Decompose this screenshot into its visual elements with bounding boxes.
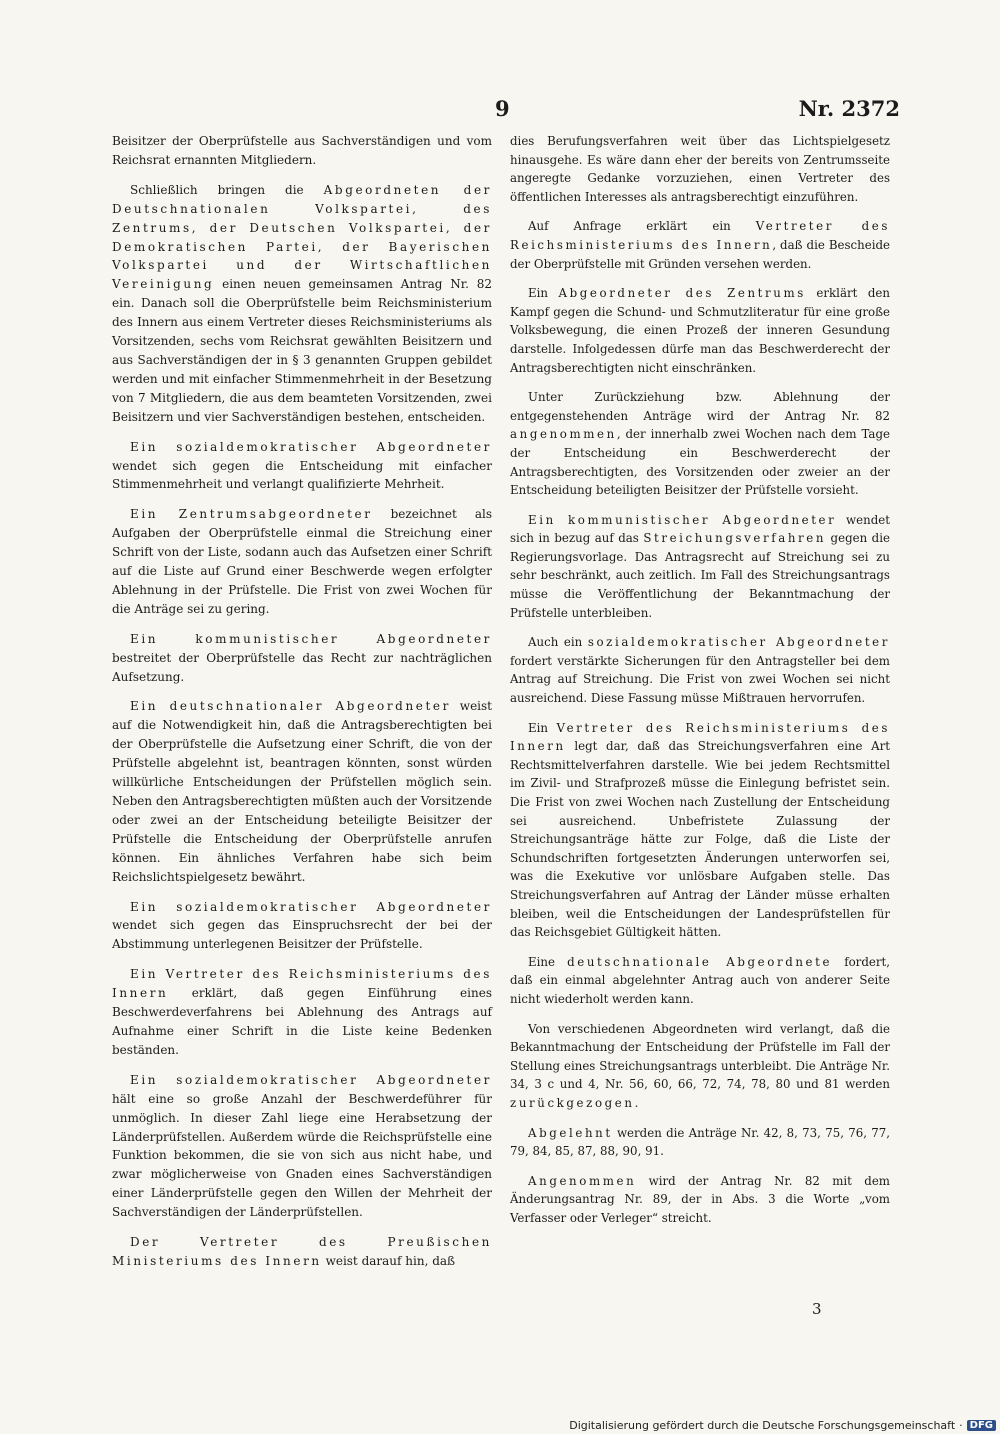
spaced-emphasis: Ein kommunistischer Abgeordneter [130, 631, 492, 646]
spaced-emphasis: Vertreter des Reichsministeriums des Innern [510, 720, 891, 754]
spaced-emphasis: Der Vertreter des Preußischen Ministeriums des Innern [112, 1235, 492, 1268]
paragraph [112, 697, 492, 886]
text-run: bezeichnet als Aufgaben der Oberprüfstelle einmal die Streichung einer Schrift von der Liste, sodann auch das Aufsetzen einer Schrift auf die Liste auf Grund einer Beschwerde wegen erfolgter Ablehnung in der Prüfstelle. Die Frist von zwei Wochen für die Anträge sei zu gering. [112, 507, 492, 616]
spaced-emphasis: Angenommen [528, 1173, 637, 1188]
text-run: . [634, 1095, 639, 1110]
footer-separator: · [959, 1419, 963, 1432]
spaced-emphasis: Ein sozialdemokratischer Abgeordneter [130, 439, 492, 454]
text-run: einen neuen gemeinsamen Antrag Nr. 82 ein. Danach soll die Oberprüfstelle beim Reichsministerium des Innern aus einem Vertreter dieses Reichsministeriums als Vorsitzenden, sechs vom Reichsrat gewählten Beisitzern und aus Sachverständigen der in § 3 genannten Gruppen gebildet werden und mit einfacher Stimmenmehrheit in der Besetzung von 7 Mitgliedern, die aus dem beamteten Vorsitzenden, zwei Beisitzern und vier Sachverständigen bestehen, entscheiden. [112, 277, 492, 424]
text-run: legt dar, daß das Streichungsverfahren eine Art Rechtsmittelverfahren darstelle. Wie bei jedem Rechtsmittel im Zivil- und Strafprozeß müsse die Einlegung befristet sein. Die Frist von zwei Wochen nach Zustellung der Entscheidung sei ausreichend. Unbefristete Zulassung der Streichungsanträge hätte zur Folge, daß die Liste der Schundschriften fortgesetzten Änderungen unterworfen sei, was die Exekutive vor unlösbare Aufgaben stelle. Das Streichungsverfahren auf Antrag der Länder müsse erhalten bleiben, weil die Entscheidungen der Landesprüfstellen für das Reichsgebiet Gültigkeit hätten. [510, 739, 890, 940]
paragraph [510, 1172, 890, 1228]
text-run: wendet sich gegen das Einspruchsrecht der bei der Abstimmung unterlegenen Beisitzer der Prüfstelle. [112, 918, 492, 952]
paragraph [112, 965, 492, 1060]
text-run: weist auf die Notwendigkeit hin, daß die Antragsberechtigten bei der Oberprüfstelle die Aufsetzung einer Schrift, die von der Prüfstelle abgelehnt ist, beantragen könnten, sonst würden willkürliche Entscheidungen der Prüfstellen möglich sein. Neben den Antragsberechtigten müßten auch der Vorsitzende oder zwei an der Entscheidung beteiligte Beisitzer der Prüfstelle die Entscheidung der Oberprüfstelle anrufen können. Ein ähnliches Verfahren habe sich beim Reichslichtspielgesetz bewährt. [112, 699, 492, 884]
text-run: Auf Anfrage erklärt ein [528, 219, 756, 234]
printer-signature-mark: 3 [812, 1300, 822, 1318]
paragraph [510, 1020, 890, 1113]
spaced-emphasis: Ein deutschnationaler Abgeordneter [130, 699, 451, 714]
text-run: bestreitet der Oberprüfstelle das Recht zur nachträglichen Aufsetzung. [112, 650, 492, 684]
footer-text: Digitalisierung gefördert durch die Deutsche Forschungsgemeinschaft [569, 1419, 956, 1432]
paragraph [112, 1071, 492, 1222]
spaced-emphasis: angenommen [510, 427, 617, 442]
text-run: fordert, daß ein einmal abgelehnter Antrag auch von anderer Seite nicht wiederholt werden kann. [510, 954, 890, 1006]
text-run: Schließlich bringen die [130, 182, 324, 197]
spaced-emphasis: Ein sozialdemokratischer Abgeordneter [130, 899, 492, 914]
paragraph [510, 1124, 890, 1161]
paragraph [112, 630, 492, 687]
text-run: Unter Zurückziehung bzw. Ablehnung der entgegenstehenden Anträge wird der Antrag Nr. 82 [510, 390, 890, 423]
text-run: werden die Anträge Nr. 42, 8, 73, 75, 76, 77, 79, 84, 85, 87, 88, 90, 91. [510, 1125, 890, 1159]
text-run: weist darauf hin, daß [321, 1253, 456, 1268]
text-run: fordert verstärkte Sicherungen für den Antragsteller bei dem Antrag auf Streichung. Die Frist von zwei Wochen sei nicht ausreichend. Diese Fassung müsse Mißtrauen hervorrufen. [510, 653, 890, 706]
text-run: Ein [528, 720, 557, 735]
paragraph [510, 953, 890, 1009]
paragraph [510, 388, 890, 500]
text-run: wendet sich gegen die Entscheidung mit einfacher Stimmenmehrheit und verlangt qualifizierte Mehrheit. [112, 458, 492, 492]
spaced-emphasis: Ein kommunistischer Abgeordneter [528, 512, 837, 527]
paragraph [112, 132, 492, 170]
paragraph [112, 438, 492, 495]
issue-number: Nr. 2372 [798, 96, 900, 121]
text-run: Beisitzer der Oberprüfstelle aus Sachverständigen und vom Reichsrat ernannten Mitgliedern. [112, 134, 492, 167]
text-run: , der innerhalb zwei Wochen nach dem Tage der Entscheidung ein Beschwerderecht der Antragsberechtigten, des Vorsitzenden oder zweier an der Entscheidung beteiligten Beisitzer der Prüfstelle vorsieht. [510, 427, 890, 498]
spaced-emphasis: Vertreter des Reichsministeriums des Innern [510, 219, 891, 252]
spaced-emphasis: Streichungsverfahren [643, 531, 827, 546]
text-run: Ein [528, 286, 559, 301]
text-run: Von verschiedenen Abgeordneten wird verlangt, daß die Bekanntmachung der Entscheidung der Prüfstelle im Fall der Stellung eines Streichungsantrags unterbleibt. Die Anträge Nr. 34, 3 c und 4, Nr. 56, 60, 66, 72, 74, 78, 80 und 81 werden [510, 1021, 890, 1092]
page-header [110, 96, 900, 126]
page-number: 9 [495, 96, 510, 121]
text-run: Eine [528, 954, 568, 969]
paragraph [510, 511, 890, 623]
spaced-emphasis: Ein Zentrumsabgeordneter [130, 507, 373, 522]
paragraph [112, 898, 492, 955]
spaced-emphasis: Abgeordneten der Deutschnationalen Volkspartei, des Zentrums, der Deutschen Volkspartei, der Demokratischen Partei, der Bayerischen Volkspartei und der Wirtschaftlichen Vereinigung [112, 182, 492, 292]
spaced-emphasis: Ein sozialdemokratischer Abgeordneter [130, 1072, 492, 1087]
spaced-emphasis: Abgeordneter des Zentrums [558, 286, 806, 301]
paragraph [112, 505, 492, 618]
text-run: , daß die Bescheide der Oberprüfstelle mit Gründen versehen werden. [510, 237, 891, 271]
paragraph [510, 284, 890, 377]
dfg-logo: DFG [967, 1420, 996, 1431]
left-column [112, 132, 492, 1282]
text-run: wendet sich in bezug auf das [510, 512, 891, 546]
spaced-emphasis: zurückgezogen [510, 1095, 635, 1110]
spaced-emphasis: Ein Vertreter des Reichsministeriums des Innern [112, 967, 492, 1001]
paragraph [112, 1233, 492, 1271]
paragraph [112, 181, 492, 427]
paragraph [510, 719, 890, 942]
footer [569, 1419, 996, 1432]
text-run: hält eine so große Anzahl der Beschwerdeführer für unmöglich. In dieser Zahl liege eine Herabsetzung der Länderprüfstellen. Außerdem würde die Reichsprüfstelle eine Funktion bekommen, die sie von sich aus nicht habe, und zwar möglicherweise von Gnaden eines Sachverständigen einer Länderprüfstelle gegen den Willen der Mehrheit der Sachverständigen der Länderprüfstellen. [112, 1091, 492, 1220]
paragraph [510, 633, 890, 707]
spaced-emphasis: sozialdemokratischer Abgeordneter [587, 635, 890, 650]
spaced-emphasis: deutschnationale Abgeordnete [567, 954, 833, 969]
text-run: wird der Antrag Nr. 82 mit dem Änderungsantrag Nr. 89, der in Abs. 3 die Worte „vom Verfasser oder Verleger“ streicht. [510, 1173, 890, 1225]
spaced-emphasis: Abgelehnt [528, 1125, 613, 1140]
paragraph [510, 132, 890, 206]
text-run: erklärt den Kampf gegen die Schund- und Schmutzliteratur für eine große Volksbewegung, die einen Prozeß der inneren Gesundung darstelle. Infolgedessen dürfe man das Beschwerderecht der Antragsberechtigten nicht einschränken. [510, 286, 890, 375]
text-run: gegen die Regierungsvorlage. Das Antragsrecht auf Streichung sei zu sehr beschränkt, auch zeitlich. Im Fall des Streichungsantrags müsse die Veröffentlichung der Bekanntmachung der Prüfstelle unterbleiben. [510, 531, 890, 620]
paragraph [510, 217, 890, 273]
right-column [510, 132, 890, 1238]
text-run: dies Berufungsverfahren weit über das Lichtspielgesetz hinausgehe. Es wäre dann eher der bereits von Zentrumsseite angeregte Gedanke vorzuziehen, einen Vertreter des öffentlichen Interesses als antragsberechtigt einzuführen. [510, 134, 890, 204]
text-run: Auch ein [528, 635, 588, 650]
text-run: erklärt, daß gegen Einführung eines Beschwerdeverfahrens bei Ablehnung des Antrags auf Aufnahme einer Schrift in die Liste keine Bedenken beständen. [112, 986, 492, 1057]
